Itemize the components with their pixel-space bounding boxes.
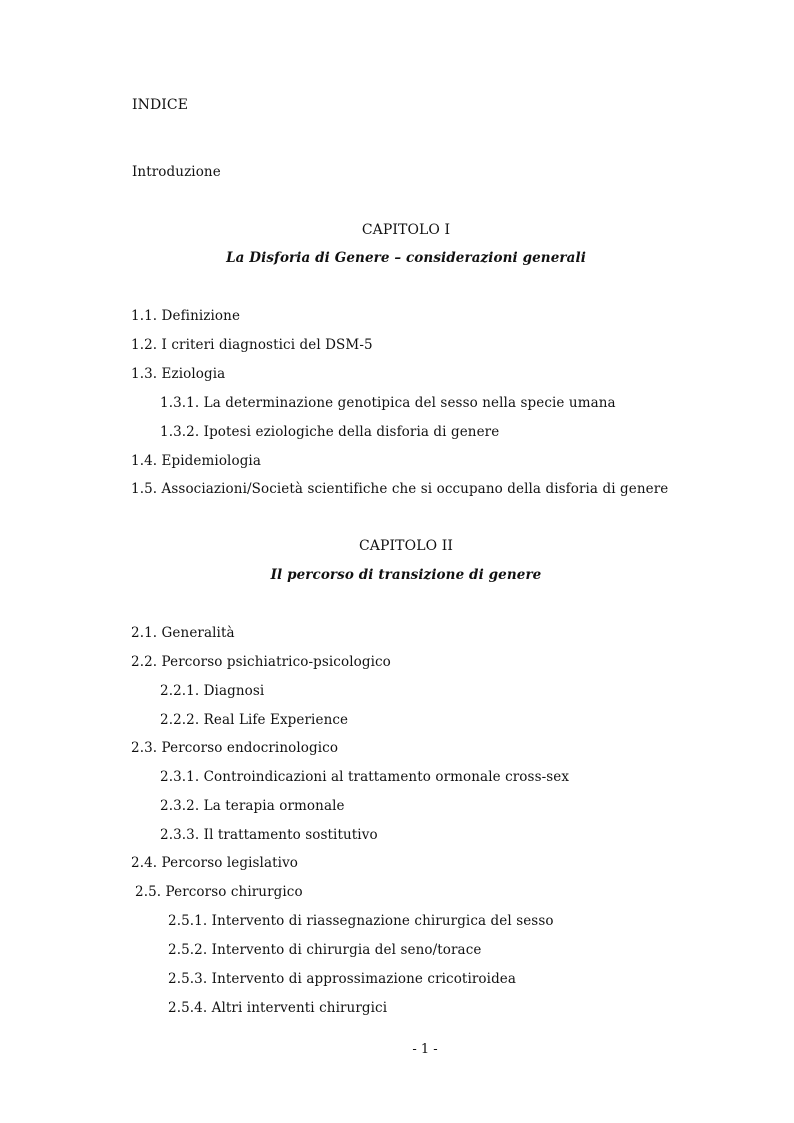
toc-subentry: 2.3.3. Il trattamento sostitutivo: [160, 827, 378, 843]
toc-subentry: 1.3.2. Ipotesi eziologiche della disforia di genere: [160, 424, 500, 440]
toc-subentry: 2.5.1. Intervento di riassegnazione chirurgica del sesso: [168, 913, 554, 929]
toc-entry: 2.5. Percorso chirurgico: [135, 884, 303, 900]
toc-entry: 1.5. Associazioni/Società scientifiche che si occupano della disforia di genere: [131, 481, 669, 497]
toc-entry: 1.3. Eziologia: [131, 366, 226, 382]
toc-entry: 2.4. Percorso legislativo: [131, 855, 299, 871]
toc-entry: 1.2. I criteri diagnostici del DSM-5: [131, 337, 373, 353]
toc-subentry: 2.5.3. Intervento di approssimazione cricotiroidea: [168, 971, 517, 987]
toc-subentry: 2.2.1. Diagnosi: [160, 683, 265, 699]
page-number: - 1 -: [412, 1042, 438, 1057]
toc-subentry: 2.3.2. La terapia ormonale: [160, 798, 345, 814]
chapter-1-label: CAPITOLO I: [361, 222, 451, 238]
toc-entry: 2.1. Generalità: [131, 625, 235, 641]
chapter-2-label: CAPITOLO II: [359, 538, 453, 554]
index-heading: INDICE: [132, 97, 189, 113]
toc-introduction: Introduzione: [132, 164, 221, 180]
toc-subentry: 1.3.1. La determinazione genotipica del sesso nella specie umana: [160, 395, 616, 411]
toc-subentry: 2.5.2. Intervento di chirurgia del seno/torace: [168, 942, 482, 958]
toc-subentry: 2.5.4. Altri interventi chirurgici: [168, 1000, 388, 1016]
toc-entry: 1.1. Definizione: [131, 308, 241, 324]
toc-subentry: 2.3.1. Controindicazioni al trattamento ormonale cross-sex: [160, 769, 570, 785]
chapter-1-title: La Disforia di Genere – considerazioni generali: [226, 250, 586, 266]
toc-entry: 2.3. Percorso endocrinologico: [131, 740, 339, 756]
toc-entry: 2.2. Percorso psichiatrico-psicologico: [131, 654, 391, 670]
toc-entry: 1.4. Epidemiologia: [131, 453, 261, 469]
chapter-2-title: Il percorso di transizione di genere: [270, 567, 542, 583]
toc-subentry: 2.2.2. Real Life Experience: [160, 712, 349, 728]
